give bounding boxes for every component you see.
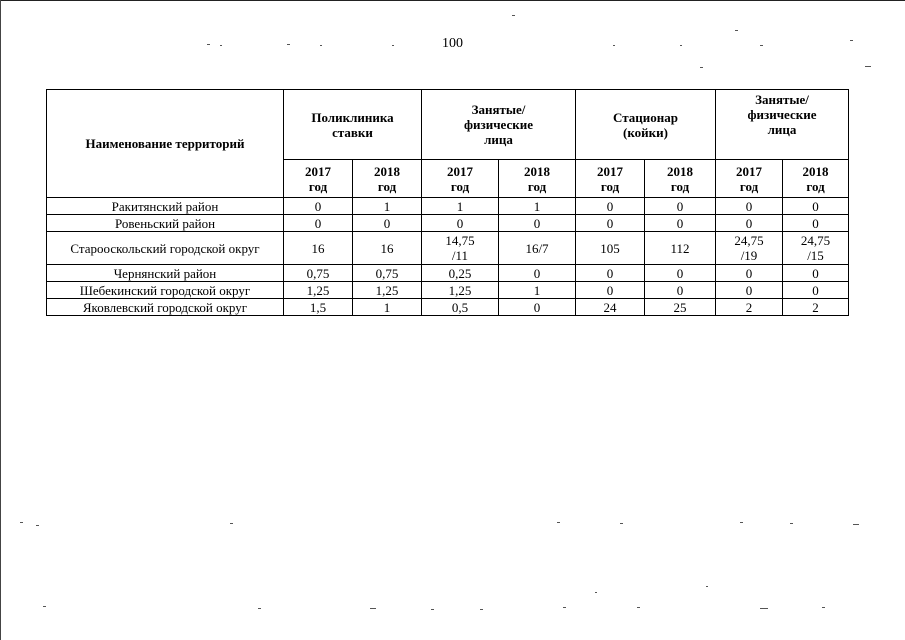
territory-name: Ровеньский район	[47, 215, 284, 232]
value-cell: 0	[783, 215, 849, 232]
year-unit: год	[450, 178, 470, 194]
header-group-polyclinic	[284, 90, 422, 160]
value-cell: 0	[645, 198, 716, 215]
year-label: 2018	[374, 163, 400, 179]
value-cell: 1,25	[284, 282, 353, 299]
value-cell: 0	[284, 215, 353, 232]
value-cell: 112	[645, 232, 716, 265]
year-label: 2018	[667, 163, 693, 179]
year-unit: год	[527, 178, 547, 194]
year-label: 2017	[736, 163, 762, 179]
territory-name: Шебекинский городской округ	[47, 282, 284, 299]
table-row	[47, 232, 849, 265]
header-group-line: лица	[767, 122, 797, 137]
value-cell: 16/7	[499, 232, 576, 265]
year-label: 2018	[524, 163, 550, 179]
header-row-groups	[47, 90, 849, 160]
table-row	[47, 282, 849, 299]
header-year	[783, 160, 849, 198]
value-cell: 1,25	[353, 282, 422, 299]
header-group-line: Занятые/	[755, 92, 809, 107]
header-group-line: физические	[464, 117, 533, 132]
value-cell: 0	[499, 215, 576, 232]
value-cell: 1,25	[422, 282, 499, 299]
year-label: 2017	[597, 163, 623, 179]
value-cell: 1	[422, 198, 499, 215]
value-cell: 0	[499, 299, 576, 316]
table-row	[47, 198, 849, 215]
value-cell: 0	[716, 265, 783, 282]
table-row	[47, 265, 849, 282]
header-year	[422, 160, 499, 198]
value-line: /11	[451, 248, 469, 263]
value-cell: 0	[576, 282, 645, 299]
territory-name: Старооскольский городской округ	[47, 232, 284, 265]
header-group-occupied-hospital	[716, 90, 849, 160]
value-cell: 0	[353, 215, 422, 232]
territory-name: Яковлевский городской округ	[47, 299, 284, 316]
header-territory	[47, 90, 284, 198]
header-group-line: Стационар	[613, 109, 678, 125]
value-cell: 0	[783, 282, 849, 299]
year-label: 2017	[447, 163, 473, 179]
value-cell: 0	[645, 215, 716, 232]
year-unit: год	[806, 178, 825, 194]
year-unit: год	[600, 178, 620, 194]
year-label: 2017	[305, 163, 331, 179]
value-cell: 16	[353, 232, 422, 265]
scan-left-edge	[0, 0, 1, 640]
page-number: 100	[442, 36, 463, 51]
value-cell	[783, 232, 849, 265]
value-cell: 0	[716, 282, 783, 299]
year-label: 2018	[802, 163, 829, 179]
value-cell: 0	[284, 198, 353, 215]
value-cell: 0,75	[284, 265, 353, 282]
table-row	[47, 299, 849, 316]
header-year	[499, 160, 576, 198]
year-unit: год	[377, 178, 397, 194]
header-year	[284, 160, 353, 198]
header-group-line: физические	[747, 107, 817, 122]
year-unit: год	[670, 178, 690, 194]
value-cell: 16	[284, 232, 353, 265]
value-cell	[422, 232, 499, 265]
value-cell: 2	[716, 299, 783, 316]
header-year	[353, 160, 422, 198]
value-cell: 0	[422, 215, 499, 232]
value-cell: 0	[716, 215, 783, 232]
value-cell: 0	[576, 265, 645, 282]
value-line: /15	[807, 248, 824, 263]
value-cell	[716, 232, 783, 265]
value-cell: 0,25	[422, 265, 499, 282]
year-unit: год	[739, 178, 759, 194]
header-group-line: (койки)	[623, 124, 668, 140]
value-cell: 0	[783, 265, 849, 282]
value-cell: 0	[716, 198, 783, 215]
value-cell: 1	[353, 198, 422, 215]
header-group-line: Занятые/	[471, 102, 526, 117]
value-cell: 0	[645, 282, 716, 299]
value-cell: 1,5	[284, 299, 353, 316]
table-row	[47, 215, 849, 232]
value-cell: 0,75	[353, 265, 422, 282]
value-line: 24,75	[800, 233, 831, 248]
value-line: 24,75	[734, 233, 764, 248]
value-cell: 0	[645, 265, 716, 282]
header-group-line: лица	[484, 132, 513, 147]
territory-name: Ракитянский район	[47, 198, 284, 215]
value-cell: 0	[499, 265, 576, 282]
value-cell: 105	[576, 232, 645, 265]
value-cell: 1	[499, 198, 576, 215]
header-year	[645, 160, 716, 198]
year-unit: год	[308, 178, 328, 194]
value-line: /19	[740, 248, 758, 263]
header-group-line: Поликлиника	[311, 109, 394, 125]
value-cell: 0,5	[422, 299, 499, 316]
value-cell: 0	[783, 198, 849, 215]
value-cell: 1	[353, 299, 422, 316]
header-group-hospital	[576, 90, 716, 160]
scan-top-edge	[0, 0, 905, 1]
value-cell: 0	[576, 215, 645, 232]
territory-name: Чернянский район	[47, 265, 284, 282]
value-cell: 0	[576, 198, 645, 215]
header-year	[716, 160, 783, 198]
header-territory-label: Наименование территорий	[85, 136, 245, 151]
value-cell: 1	[499, 282, 576, 299]
territory-capacity-table	[46, 89, 849, 316]
header-year	[576, 160, 645, 198]
value-cell: 25	[645, 299, 716, 316]
value-cell: 2	[783, 299, 849, 316]
header-group-line: ставки	[332, 124, 373, 140]
header-group-occupied-polyclinic	[422, 90, 576, 160]
value-line: 14,75	[445, 233, 475, 248]
value-cell: 24	[576, 299, 645, 316]
table-body	[47, 198, 849, 316]
